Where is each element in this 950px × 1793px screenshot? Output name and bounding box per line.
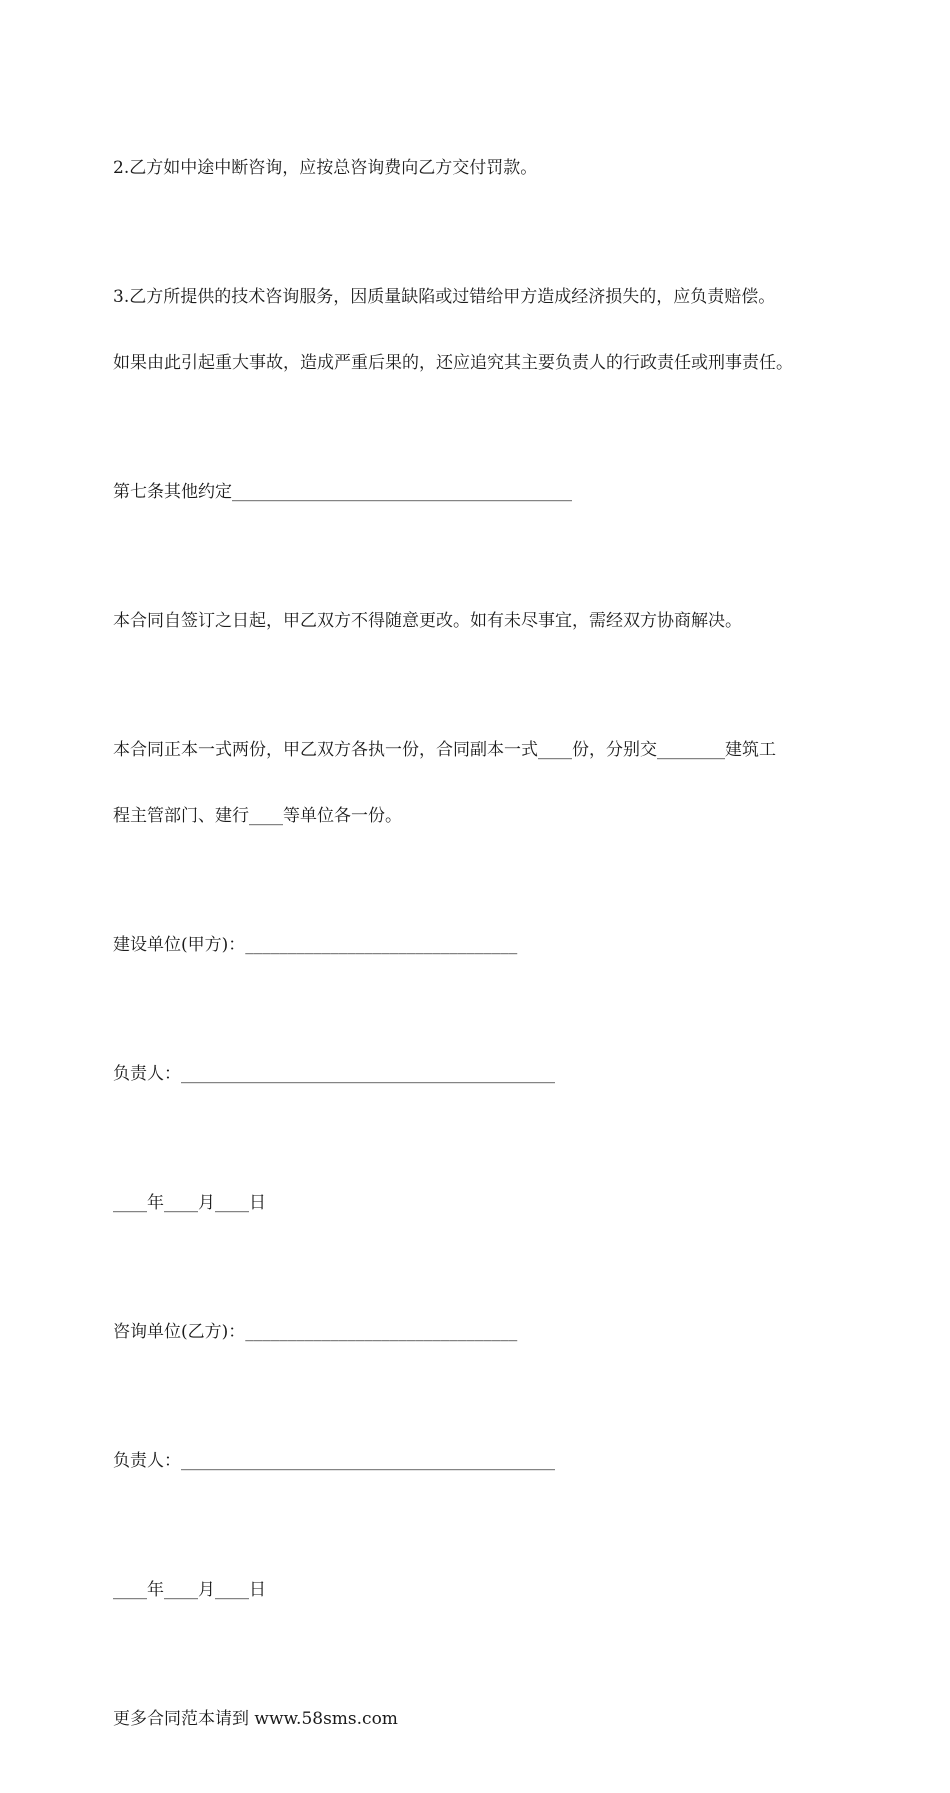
text-line: 程主管部门、建行____等单位各一份。 [113, 806, 402, 826]
party-b-representative-line [113, 1406, 853, 1516]
text-line: 负责人：____________________________________________ [113, 1451, 555, 1471]
text-line: 咨询单位(乙方)：________________________________ [113, 1322, 518, 1342]
text-line: 2.乙方如中途中断咨询，应按总咨询费向乙方交付罚款。 [113, 158, 538, 178]
party-b-signature-line [113, 1277, 853, 1387]
text-line: ____年____月____日 [113, 1193, 266, 1213]
clause-3-paragraph [113, 242, 853, 418]
effective-clause-paragraph [113, 566, 853, 676]
text-line: 本合同自签订之日起，甲乙双方不得随意更改。如有未尽事宜，需经双方协商解决。 [113, 611, 742, 631]
copies-clause-paragraph [113, 695, 853, 871]
party-a-representative-line [113, 1019, 853, 1129]
party-b-date-line [113, 1535, 853, 1645]
text-line: 3.乙方所提供的技术咨询服务，因质量缺陷或过错给甲方造成经济损失的，应负责赔偿。 [113, 287, 776, 307]
text-line: 本合同正本一式两份，甲乙双方各执一份，合同副本一式____份，分别交________建筑工 [113, 740, 776, 760]
text-line: ____年____月____日 [113, 1580, 266, 1600]
text-line: 更多合同范本请到 www.58sms.com [113, 1709, 398, 1729]
text-line: 建设单位(甲方)：________________________________ [113, 935, 518, 955]
party-a-signature-line [113, 890, 853, 1000]
document-body [113, 113, 853, 1793]
text-line: 如果由此引起重大事故，造成严重后果的，还应追究其主要负责人的行政责任或刑事责任。 [113, 353, 793, 373]
clause-2-paragraph [113, 113, 853, 223]
footer-note [113, 1664, 853, 1774]
party-a-date-line [113, 1148, 853, 1258]
text-line: 负责人：____________________________________________ [113, 1064, 555, 1084]
article-7-paragraph [113, 437, 853, 547]
text-line: 第七条其他约定________________________________________ [113, 482, 572, 502]
